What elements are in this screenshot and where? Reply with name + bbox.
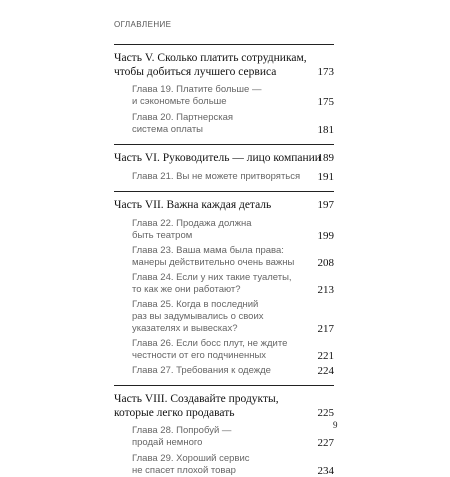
chapter-page-number: 199: [317, 230, 334, 242]
chapter-title-line: раз вы задумывались о своих: [132, 311, 264, 322]
table-of-contents: [114, 38, 334, 477]
part-page-number: 189: [317, 152, 334, 164]
toc-part: [114, 198, 334, 212]
toc-chapter: [132, 272, 334, 296]
part-page-number: 225: [317, 407, 334, 419]
chapter-title-line: Глава 27. Требования к одежде: [132, 365, 271, 376]
chapter-title-line: указателях и вывесках?: [132, 323, 238, 334]
toc-chapter: [132, 299, 334, 335]
toc-chapter: [132, 112, 334, 136]
part-divider: [114, 144, 334, 145]
part-divider: [114, 44, 334, 45]
part-title-line: Часть VIII. Создавайте продукты,: [114, 393, 279, 405]
chapter-title-line: Глава 25. Когда в последний: [132, 299, 259, 310]
toc-chapter: [132, 365, 334, 377]
chapter-title-line: Глава 22. Продажа должна: [132, 218, 252, 229]
chapter-title-line: Глава 21. Вы не можете притворяться: [132, 171, 301, 182]
chapter-title-line: быть театром: [132, 230, 193, 241]
toc-chapter: [132, 84, 334, 108]
toc-chapter: [132, 171, 334, 183]
part-page-number: 197: [317, 199, 334, 211]
chapter-title-line: Глава 24. Если у них такие туалеты,: [132, 272, 292, 283]
page-number: 9: [333, 420, 338, 430]
part-divider: [114, 191, 334, 192]
part-title-line: Часть V. Сколько платить сотрудникам,: [114, 52, 307, 64]
chapter-page-number: 224: [317, 365, 334, 377]
chapter-title-line: продай немного: [132, 437, 203, 448]
chapter-title-line: честности от его подчиненных: [132, 350, 267, 361]
part-title-line: которые легко продавать: [114, 407, 235, 419]
chapter-title-line: манеры действительно очень важны: [132, 257, 295, 268]
chapter-page-number: 221: [317, 350, 334, 362]
part-divider: [114, 385, 334, 386]
part-title-line: Часть VI. Руководитель — лицо компании: [114, 152, 321, 164]
part-title-line: Часть VII. Важна каждая деталь: [114, 199, 272, 211]
chapter-title-line: Глава 26. Если босс плут, не ждите: [132, 338, 288, 349]
chapter-page-number: 234: [317, 465, 334, 477]
chapter-page-number: 175: [317, 96, 334, 108]
chapter-page-number: 181: [317, 124, 334, 136]
chapter-page-number: 191: [317, 171, 334, 183]
chapter-title-line: Глава 19. Платите больше —: [132, 84, 262, 95]
toc-chapter: [132, 245, 334, 269]
toc-part: [114, 151, 334, 165]
toc-chapter: [132, 453, 334, 477]
chapter-page-number: 213: [317, 284, 334, 296]
chapter-title-line: Глава 23. Ваша мама была права:: [132, 245, 284, 256]
part-page-number: 173: [317, 66, 334, 78]
chapter-title-line: и сэкономьте больше: [132, 96, 227, 107]
chapter-page-number: 208: [317, 257, 334, 269]
chapter-title-line: Глава 28. Попробуй —: [132, 425, 232, 436]
toc-part: [114, 51, 334, 79]
chapter-title-line: система оплаты: [132, 124, 204, 135]
page-header: ОГЛАВЛЕНИЕ: [114, 20, 172, 29]
toc-chapter: [132, 218, 334, 242]
chapter-title-line: Глава 20. Партнерская: [132, 112, 234, 123]
toc-chapter: [132, 425, 334, 449]
chapter-title-line: Глава 29. Хороший сервис: [132, 453, 250, 464]
chapter-title-line: не спасет плохой товар: [132, 465, 236, 476]
chapter-page-number: 217: [317, 323, 334, 335]
chapter-page-number: 227: [317, 437, 334, 449]
chapter-title-line: то как же они работают?: [132, 284, 241, 295]
toc-chapter: [132, 338, 334, 362]
toc-part: [114, 392, 334, 420]
part-title-line: чтобы добиться лучшего сервиса: [114, 66, 277, 78]
